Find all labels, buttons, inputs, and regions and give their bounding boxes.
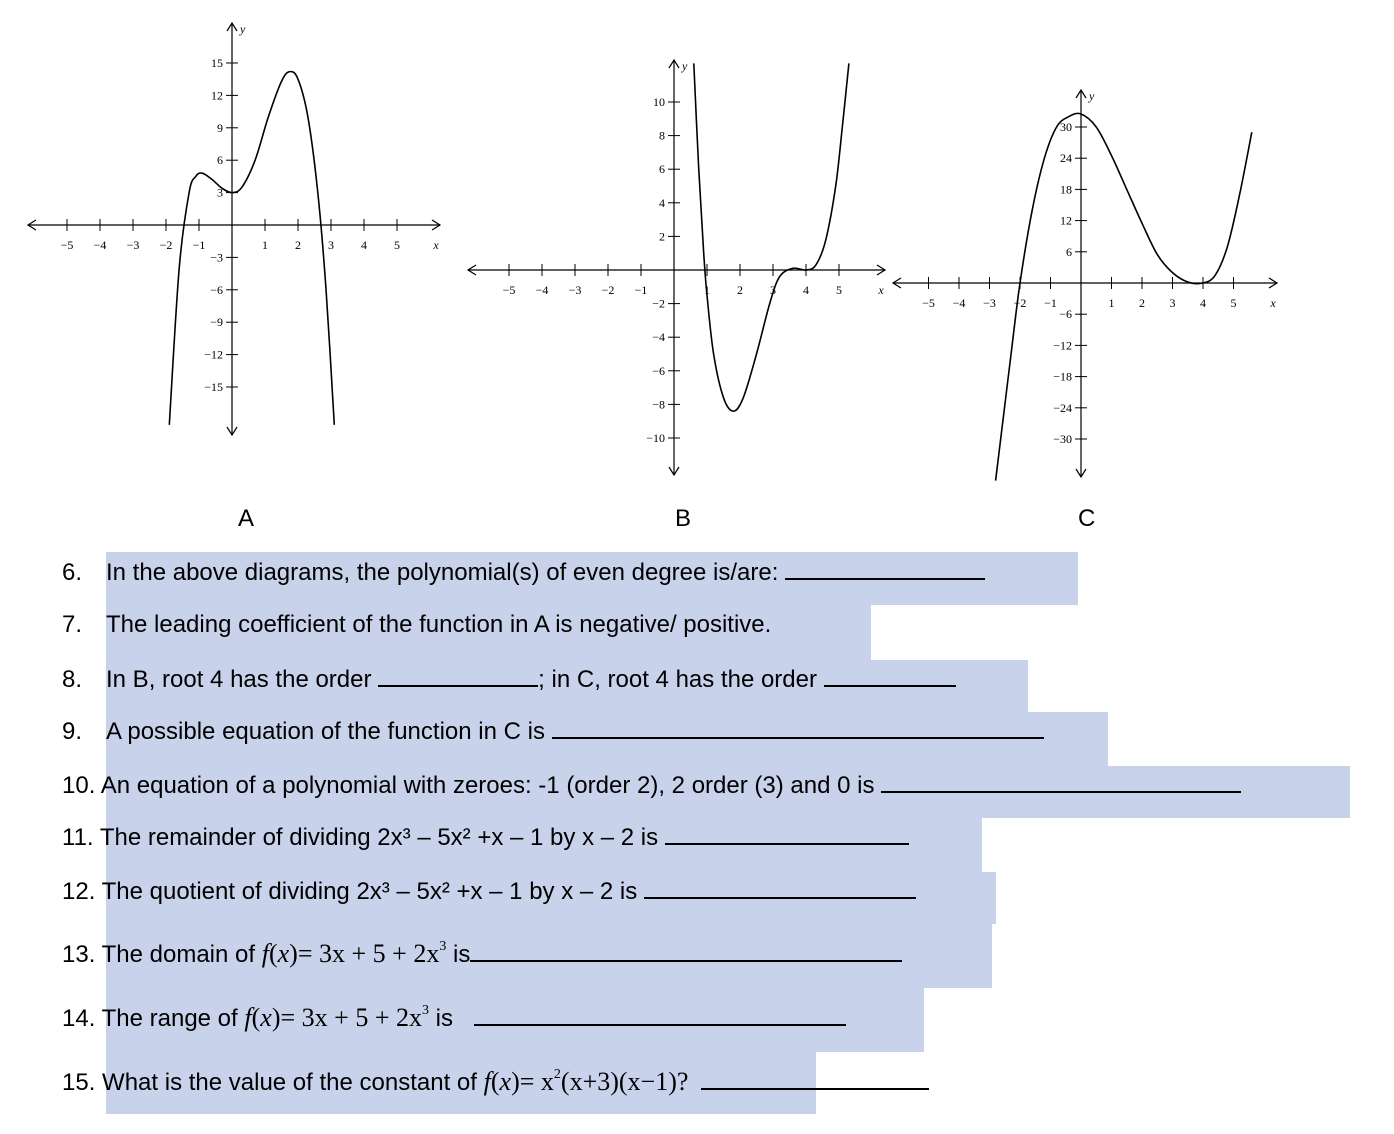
graph-b-label: B [675, 505, 692, 532]
x-tick-label: 5 [1230, 296, 1237, 310]
question-number: 10. [62, 772, 96, 799]
x-axis-label: x [878, 283, 884, 297]
question-10 [62, 769, 1241, 801]
x-tick-label: −1 [634, 283, 648, 297]
question-7 [62, 609, 771, 641]
y-tick-label: −24 [1053, 400, 1072, 415]
answer-blank[interactable] [474, 1002, 846, 1026]
x-tick-label: −5 [922, 296, 935, 310]
y-tick-label: 12 [211, 88, 223, 103]
y-tick-label: 6 [1066, 244, 1072, 259]
x-tick-label: −5 [60, 238, 74, 252]
x-tick-label: 5 [394, 238, 400, 252]
question-number: 6. [62, 559, 83, 586]
question-text-mid: ; in C, root 4 has the order [538, 666, 817, 693]
question-text: What is the value of the constant of [102, 1069, 477, 1096]
y-tick-label: −4 [652, 330, 665, 345]
x-tick-label: 4 [1200, 296, 1206, 310]
y-tick-label: 15 [211, 56, 223, 70]
x-tick-label: 3 [328, 238, 334, 252]
x-tick-label: −2 [159, 238, 173, 252]
answer-blank[interactable] [824, 663, 956, 687]
x-tick-label: 1 [262, 238, 268, 252]
polynomial-curve [694, 63, 849, 411]
x-axis-label: x [1270, 296, 1276, 310]
question-13 [62, 931, 902, 968]
graph-c-label: C [1078, 505, 1096, 532]
question-text: The quotient of dividing 2x³ – 5x² +x – 1 by x – 2 is [101, 878, 638, 905]
question-number: 12. [62, 878, 96, 905]
x-axis-label: x [433, 238, 439, 252]
question-15 [62, 1059, 929, 1096]
graph-a [20, 15, 450, 445]
question-number: 9. [62, 718, 83, 745]
y-tick-label: 4 [659, 195, 665, 210]
y-tick-label: −2 [652, 296, 665, 311]
question-text: The range of [101, 1005, 238, 1032]
y-tick-label: 10 [653, 95, 665, 109]
question-number: 7. [62, 611, 83, 638]
answer-blank[interactable] [552, 715, 1044, 739]
x-tick-label: 4 [803, 283, 809, 297]
answer-blank[interactable] [644, 875, 916, 899]
x-tick-label: 1 [704, 283, 710, 297]
question-text-post: is [435, 1005, 454, 1032]
question-9 [62, 715, 1044, 747]
function-expression: $f(x)= 3x + 5 + 2x^3$ [261, 939, 447, 968]
y-tick-label: −8 [652, 397, 665, 412]
y-tick-label: 24 [1060, 151, 1072, 166]
question-number: 13. [62, 941, 96, 968]
x-tick-label: 2 [737, 283, 743, 297]
x-tick-label: −1 [1044, 296, 1057, 310]
y-tick-label: −12 [204, 347, 223, 362]
x-tick-label: 4 [361, 238, 367, 252]
x-tick-label: −3 [568, 283, 582, 297]
question-text: An equation of a polynomial with zeroes: -1 (order 2), 2 order (3) and 0 is [100, 772, 875, 799]
question-text: In B, root 4 has the order [106, 666, 372, 693]
question-text: The leading coefficient of the function in A is negative/ positive. [106, 611, 772, 638]
question-text: In the above diagrams, the polynomial(s) of even degree is/are: [106, 559, 779, 586]
answer-blank[interactable] [665, 821, 909, 845]
y-axis-label: y [1089, 89, 1095, 103]
y-tick-label: −6 [210, 282, 223, 297]
x-tick-label: 3 [770, 283, 776, 297]
y-tick-label: 12 [1060, 213, 1072, 228]
question-text: The domain of [101, 941, 256, 968]
answer-blank[interactable] [378, 663, 538, 687]
y-axis-label: y [682, 59, 688, 73]
question-number: 8. [62, 666, 83, 693]
y-tick-label: −9 [210, 315, 223, 330]
x-tick-label: −2 [1013, 296, 1027, 310]
x-tick-label: 1 [1108, 296, 1115, 310]
y-tick-label: −12 [1053, 338, 1072, 353]
question-text: A possible equation of the function in C is [106, 718, 545, 745]
x-tick-label: −4 [952, 296, 966, 310]
x-tick-label: 5 [836, 283, 842, 297]
y-tick-label: 30 [1060, 120, 1072, 134]
y-tick-label: 6 [659, 162, 665, 177]
answer-blank[interactable] [470, 938, 902, 962]
x-tick-label: 3 [1169, 296, 1176, 310]
x-tick-label: −1 [192, 238, 206, 252]
y-tick-label: 3 [217, 185, 223, 200]
answer-blank[interactable] [785, 556, 985, 580]
x-tick-label: −2 [601, 283, 615, 297]
answer-blank[interactable] [881, 769, 1241, 793]
question-8 [62, 663, 956, 695]
y-tick-label: 2 [659, 229, 665, 244]
y-tick-label: −30 [1053, 432, 1072, 446]
question-number: 15. [62, 1069, 96, 1096]
y-tick-label: −15 [204, 380, 223, 394]
x-tick-label: −3 [983, 296, 996, 310]
question-text: The remainder of dividing 2x³ – 5x² +x – 1 by x – 2 is [99, 824, 659, 851]
y-tick-label: −18 [1053, 369, 1072, 384]
question-12 [62, 875, 916, 907]
x-tick-label: 2 [295, 238, 301, 252]
y-tick-label: 8 [659, 128, 665, 143]
y-tick-label: −6 [1059, 307, 1072, 322]
y-tick-label: −10 [646, 431, 665, 445]
question-11 [62, 821, 909, 853]
x-tick-label: −4 [535, 283, 549, 297]
y-tick-label: 6 [217, 153, 223, 168]
graph-b [460, 50, 890, 480]
graph-a-label: A [238, 505, 255, 532]
x-tick-label: −5 [502, 283, 516, 297]
polynomial-curve [996, 113, 1252, 480]
x-tick-label: 2 [1139, 296, 1145, 310]
function-expression: $f(x)= x^2(x+3)(x-1)$? [483, 1067, 689, 1096]
graph-c [885, 85, 1285, 485]
y-tick-label: −6 [652, 363, 665, 378]
y-tick-label: 18 [1060, 182, 1072, 197]
question-14 [62, 995, 846, 1032]
question-number: 14. [62, 1005, 96, 1032]
y-tick-label: 9 [217, 120, 223, 135]
x-tick-label: −3 [126, 238, 140, 252]
question-6 [62, 556, 985, 588]
y-axis-label: y [240, 22, 246, 36]
y-tick-label: −3 [210, 250, 223, 265]
question-text-post: is [453, 941, 471, 968]
answer-blank[interactable] [701, 1066, 929, 1090]
function-expression: $f(x)= 3x + 5 + 2x^3$ [244, 1003, 429, 1032]
question-number: 11. [62, 824, 94, 851]
x-tick-label: −4 [93, 238, 107, 252]
